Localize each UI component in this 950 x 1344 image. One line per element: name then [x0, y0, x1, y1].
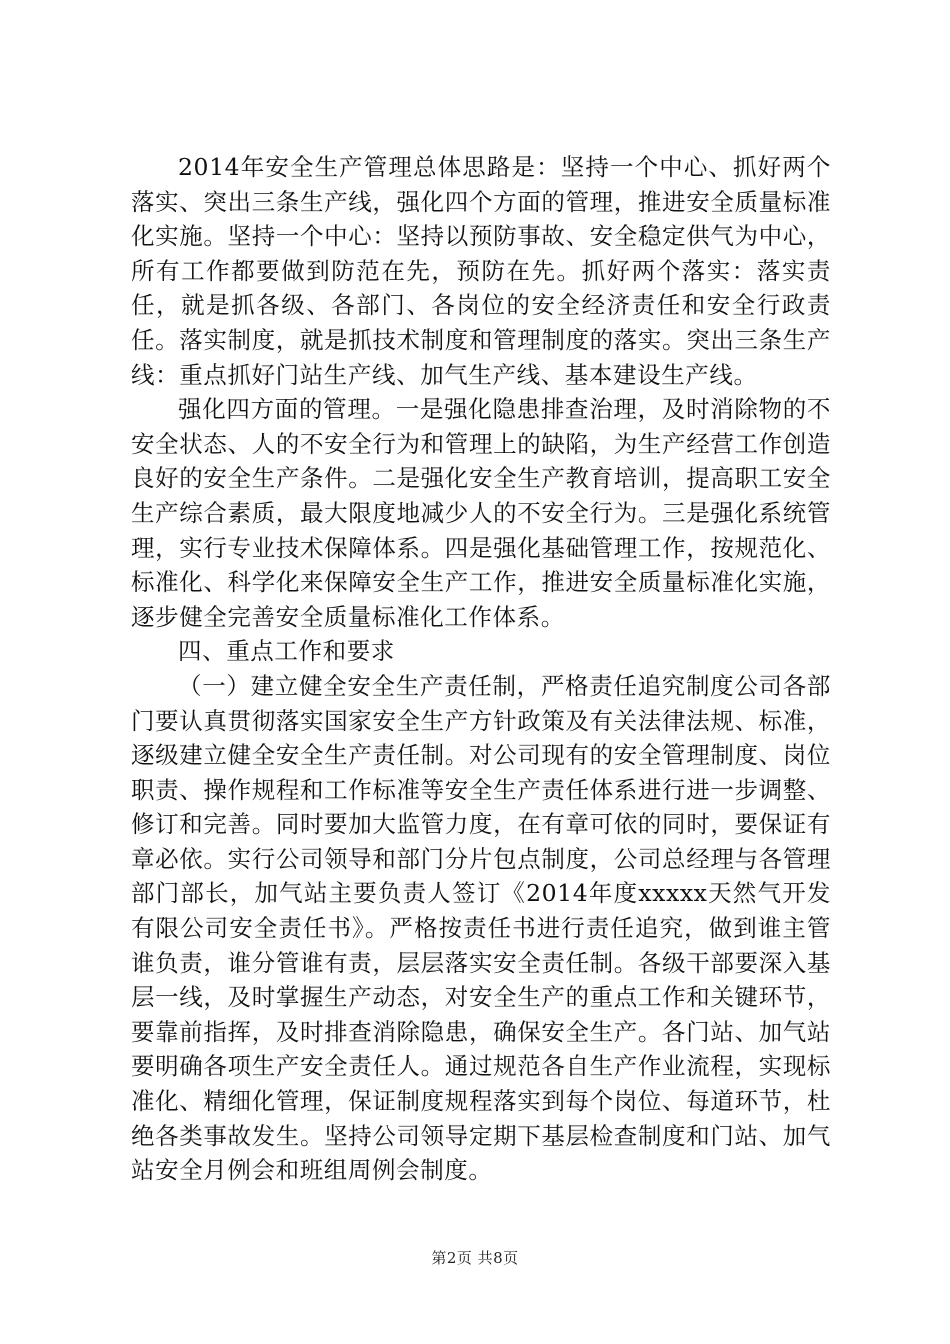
- paragraph-overall-approach: 2014年安全生产管理总体思路是：坚持一个中心、抓好两个落实、突出三条生产线，强化四个方面的管理，推进安全质量标准化实施。坚持一个中心：坚持以预防事故、安全稳定供气为中心，所有工作都要做到防范在先，预防在先。抓好两个落实：落实责任，就是抓各级、各部门、各岗位的安全经济责任和安全行政责任。落实制度，就是抓技术制度和管理制度的落实。突出三条生产线：重点抓好门站生产线、加气生产线、基本建设生产线。: [131, 153, 831, 389]
- paragraph-responsibility-system: （一）建立健全安全生产责任制，严格责任追究制度公司各部门要认真贯彻落实国家安全生产方针政策及有关法律法规、标准，逐级建立健全安全生产责任制。对公司现有的安全管理制度、岗位职责、操作规程和工作标准等安全生产责任体系进行进一步调整、修订和完善。同时要加大监管力度，在有章可依的同时，要保证有章必依。实行公司领导和部门分片包点制度，公司总经理与各管理部门部长，加气站主要负责人签订《2014年度xxxxx天然气开发有限公司安全责任书》。严格按责任书进行责任追究，做到谁主管谁负责，谁分管谁有责，层层落实安全责任制。各级干部要深入基层一线，及时掌握生产动态，对安全生产的重点工作和关键环节，要靠前指挥，及时排查消除隐患，确保安全生产。各门站、加气站要明确各项生产安全责任人。通过规范各自生产作业流程，实现标准化、精细化管理，保证制度规程落实到每个岗位、每道环节，杜绝各类事故发生。坚持公司领导定期下基层检查制度和门站、加气站安全月例会和班组周例会制度。: [131, 671, 831, 1185]
- section-heading-key-work: 四、重点工作和要求: [178, 637, 395, 666]
- document-body: [131, 150, 831, 1188]
- page-number-footer: 第2页 共8页: [431, 1249, 519, 1267]
- paragraph-four-management: 强化四方面的管理。一是强化隐患排查治理，及时消除物的不安全状态、人的不安全行为和管理上的缺陷，为生产经营工作创造良好的安全生产条件。二是强化安全生产教育培训，提高职工安全生产综合素质，最大限度地减少人的不安全行为。三是强化系统管理，实行专业技术保障体系。四是强化基础管理工作，按规范化、标准化、科学化来保障安全生产工作，推进安全质量标准化实施，逐步健全完善安全质量标准化工作体系。: [131, 395, 831, 631]
